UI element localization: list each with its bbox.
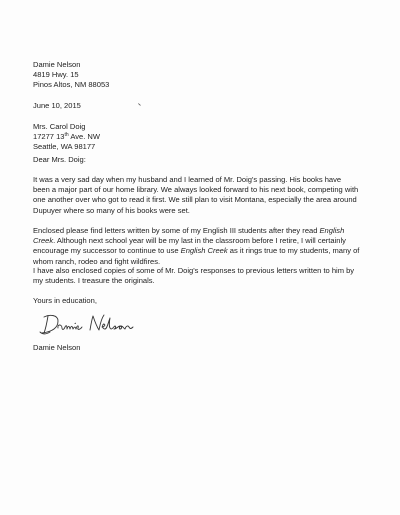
paragraph-1-line: been a major part of our home library. We always looked forward to his next book, competing with [33,185,359,195]
sender-name: Damie Nelson [33,60,81,69]
paragraph-3-line: I have also enclosed copies of some of Mr. Doig's responses to previous letters written to him by [33,266,355,275]
paragraph-2-text: . Although next school year will be my last in the classroom before I retire, I will certainly [53,236,346,246]
salutation-text: Dear Mrs. Doig: [33,155,86,164]
recipient-street-rest: Ave. NW [68,132,100,142]
closing-text: Yours in education, [33,296,97,305]
stray-mark [138,103,141,106]
handwritten-signature [38,308,148,340]
paragraph-2-line [33,226,375,236]
recipient-address [33,122,375,153]
closing [33,296,375,306]
paragraph-1-line: It was a very sad day when my husband and I learned of Mr. Doig's passing. His books have [33,175,342,184]
salutation [33,155,375,165]
book-title: English Creek [180,246,228,256]
recipient-street [33,132,375,142]
date-text: June 10, 2015 [33,101,81,110]
paragraph-1 [33,175,375,216]
paragraph-3-line: my students. I treasure the originals. [33,276,155,286]
sender-address [33,60,375,91]
recipient-street-number: 17277 13 [33,132,65,142]
paragraph-2-text: as it rings true to my students, many of [227,246,360,256]
typed-name: Damie Nelson [33,343,81,352]
paragraph-1-line: Dupuyer where so many of his books were set. [33,205,190,215]
letter-date [33,101,375,111]
paragraph-3 [33,266,375,286]
book-title-part: Creek [33,236,54,246]
paragraph-2-text: Enclosed please find letters written by some of my English III students after they read [33,226,320,235]
paragraph-1-line: one another over who got to read it first. We still plan to visit Montana, especially the area around [33,195,357,205]
typed-signature [33,343,375,353]
recipient-city: Seattle, WA 98177 [33,142,96,152]
recipient-name: Mrs. Carol Doig [33,122,86,131]
recipient-street-ordinal: th [64,132,69,139]
book-title-part: English [319,226,345,235]
sender-address-line1: 4819 Hwy. 15 [33,70,79,80]
paragraph-2 [33,226,375,267]
paragraph-2-line [33,236,375,246]
paragraph-2-text: encourage my successor to continue to use [33,246,181,256]
sender-address-line2: Pinos Altos, NM 88053 [33,80,110,90]
paragraph-2-line [33,246,375,256]
paragraph-2-line: whom ranch, rodeo and fight wildfires. [33,256,161,266]
